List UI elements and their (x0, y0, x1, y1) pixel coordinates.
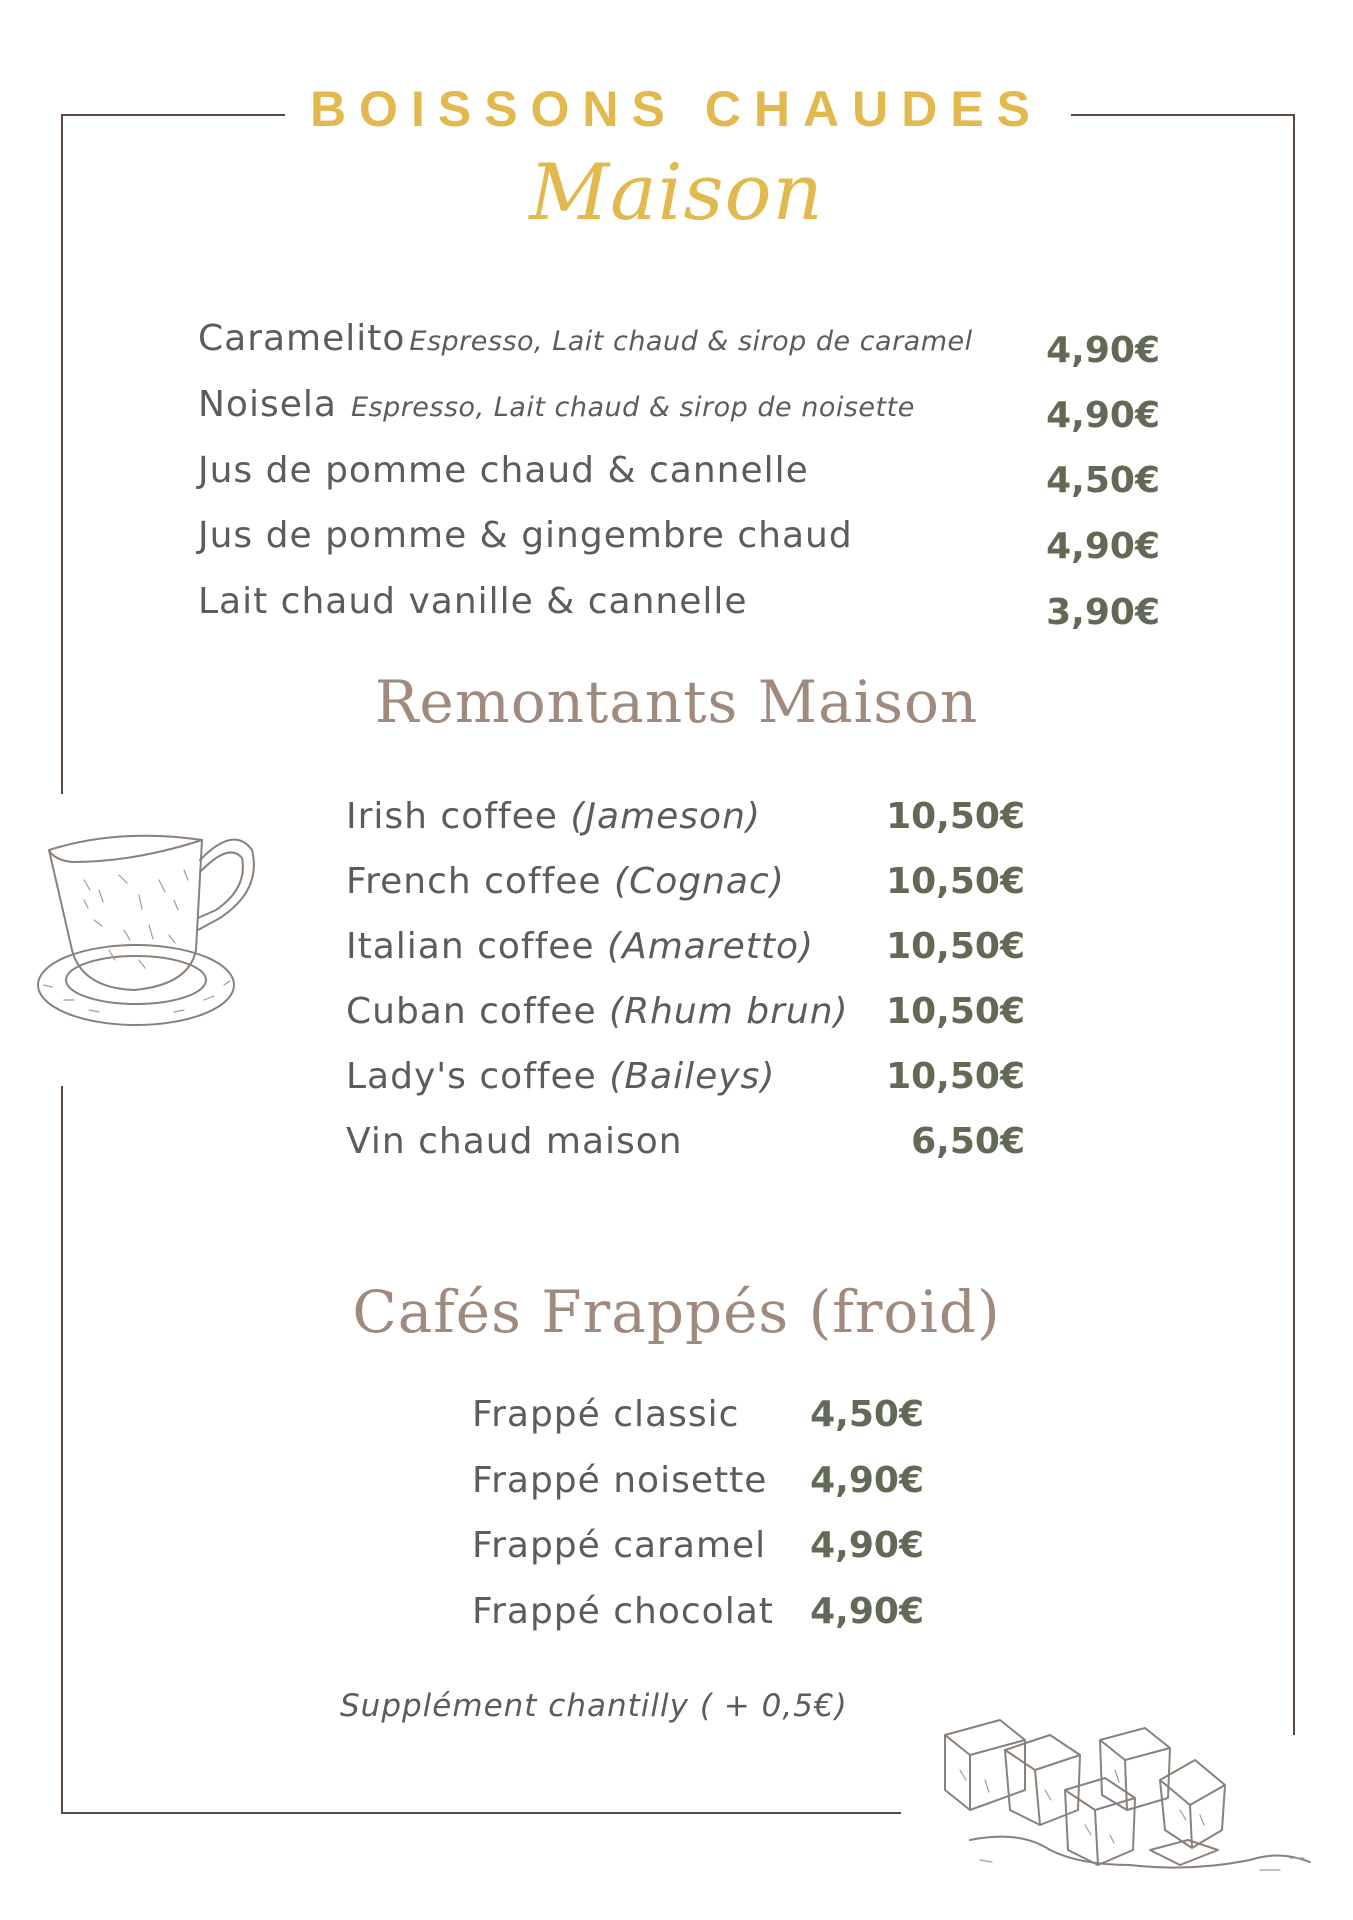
list-item (198, 384, 915, 425)
list-item (346, 926, 814, 967)
list-item (346, 796, 761, 837)
item-spirit: (Cognac) (614, 861, 785, 902)
item-name: Jus de pomme & gingembre chaud (198, 515, 853, 556)
section-title-frappes: Cafés Frappés (froid) (352, 1278, 1001, 1346)
list-item (472, 1591, 774, 1632)
item-name: Cuban coffee (346, 991, 597, 1032)
item-name: Jus de pomme chaud & cannelle (198, 450, 809, 491)
item-price: 4,90€ (810, 1460, 924, 1501)
list-item (198, 318, 973, 359)
list-item (198, 450, 809, 491)
list-item (346, 861, 785, 902)
item-price: 10,50€ (886, 926, 1025, 967)
item-name: Noisela (198, 384, 337, 425)
list-item (198, 581, 748, 622)
item-description: Espresso, Lait chaud & sirop de noisette (350, 392, 915, 423)
item-price: 4,90€ (810, 1525, 924, 1566)
item-name: Irish coffee (346, 796, 558, 837)
item-spirit: (Rhum brun) (609, 991, 849, 1032)
list-item (198, 515, 853, 556)
item-name: Lady's coffee (346, 1056, 597, 1097)
list-item (346, 991, 849, 1032)
list-item (472, 1460, 767, 1501)
item-price: 10,50€ (886, 991, 1025, 1032)
menu-subtitle: Maison (529, 148, 824, 238)
item-name: Italian coffee (346, 926, 595, 967)
item-price: 4,90€ (1046, 526, 1160, 567)
frame-right (1293, 114, 1295, 1735)
item-price: 10,50€ (886, 796, 1025, 837)
item-price: 10,50€ (886, 1056, 1025, 1097)
item-name: Caramelito (198, 318, 406, 359)
item-price: 4,50€ (810, 1394, 924, 1435)
frame-bottom (61, 1812, 901, 1814)
item-name: Vin chaud maison (346, 1121, 683, 1162)
chantilly-note: Supplément chantilly ( + 0,5€) (340, 1688, 848, 1724)
list-item (346, 1121, 683, 1162)
item-spirit: (Amaretto) (607, 926, 815, 967)
item-price: 10,50€ (886, 861, 1025, 902)
frame-left-lower (61, 1086, 63, 1814)
item-price: 6,50€ (911, 1121, 1025, 1162)
item-name: Frappé chocolat (472, 1591, 774, 1632)
item-price: 4,50€ (1046, 460, 1160, 501)
item-description: Espresso, Lait chaud & sirop de caramel (409, 326, 973, 357)
item-price: 3,90€ (1046, 592, 1160, 633)
list-item (472, 1525, 766, 1566)
section-title-remontants: Remontants Maison (374, 668, 979, 736)
item-spirit: (Jameson) (570, 796, 761, 837)
item-name: Frappé caramel (472, 1525, 767, 1566)
menu-title: BOISSONS CHAUDES (309, 81, 1044, 137)
item-price: 4,90€ (810, 1591, 924, 1632)
item-price: 4,90€ (1046, 395, 1160, 436)
item-name: French coffee (346, 861, 602, 902)
ice-cubes-sketch-icon (930, 1700, 1340, 1880)
item-name: Lait chaud vanille & cannelle (198, 581, 748, 622)
item-spirit: (Baileys) (609, 1056, 776, 1097)
item-name: Frappé noisette (472, 1460, 768, 1501)
item-name: Frappé classic (472, 1394, 740, 1435)
list-item (472, 1394, 739, 1435)
coffee-cup-sketch-icon (24, 800, 264, 1050)
item-price: 4,90€ (1046, 330, 1160, 371)
list-item (346, 1056, 775, 1097)
